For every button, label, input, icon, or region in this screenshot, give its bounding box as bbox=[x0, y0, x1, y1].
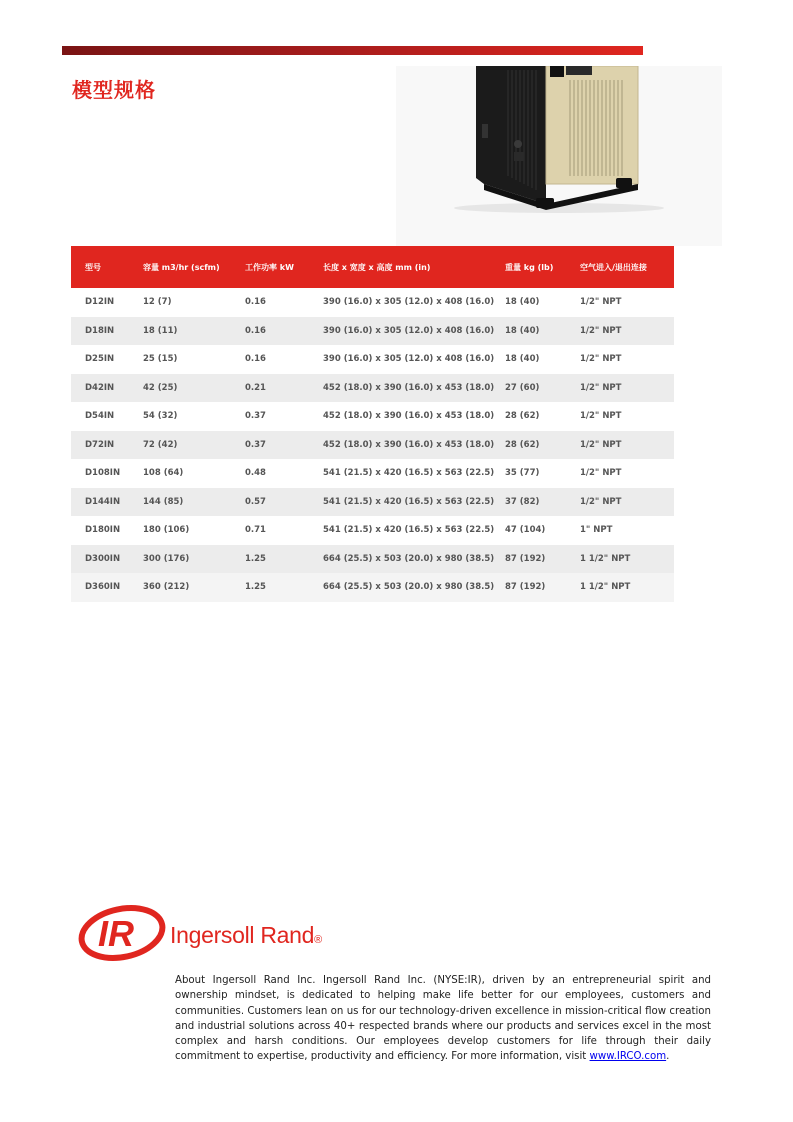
model-cell: D360IN bbox=[85, 582, 121, 593]
table-row bbox=[71, 431, 674, 460]
weight-cell: 47 (104) bbox=[505, 525, 546, 536]
power-cell: 0.16 bbox=[245, 354, 266, 365]
model-cell: D72IN bbox=[85, 439, 115, 450]
model-cell: D300IN bbox=[85, 553, 121, 564]
ingersoll-rand-logo bbox=[76, 902, 356, 964]
dimensions-cell: 452 (18.0) x 390 (16.0) x 453 (18.0) bbox=[323, 439, 495, 450]
column-header: 型号 bbox=[85, 262, 101, 272]
capacity-cell: 72 (42) bbox=[143, 439, 178, 450]
connection-cell: 1/2" NPT bbox=[580, 297, 622, 308]
dimensions-cell: 541 (21.5) x 420 (16.5) x 563 (22.5) bbox=[323, 496, 495, 507]
column-header: 空气进入/退出连接 bbox=[580, 262, 647, 272]
model-cell: D54IN bbox=[85, 411, 115, 422]
power-cell: 1.25 bbox=[245, 553, 266, 564]
capacity-cell: 108 (64) bbox=[143, 468, 184, 479]
capacity-cell: 25 (15) bbox=[143, 354, 178, 365]
dimensions-cell: 390 (16.0) x 305 (12.0) x 408 (16.0) bbox=[323, 325, 495, 336]
table-row bbox=[71, 317, 674, 346]
table-header-row bbox=[71, 246, 674, 288]
power-cell: 0.37 bbox=[245, 411, 266, 422]
power-cell: 0.37 bbox=[245, 439, 266, 450]
connection-cell: 1 1/2" NPT bbox=[580, 553, 631, 564]
dimensions-cell: 541 (21.5) x 420 (16.5) x 563 (22.5) bbox=[323, 468, 495, 479]
power-cell: 0.57 bbox=[245, 496, 266, 507]
about-text: About Ingersoll Rand Inc. Ingersoll Rand Inc. (NYSE:IR), driven by an entrepreneurial spirit and ownership mindset, is dedicated to helping make life better for our employees, customers and communities. Customers lean on us for our technology-driven excellence in mission-critical flow creation and industrial solutions across 40+ respected brands where our products and services excel in the most complex and harsh conditions. Our employees develop customers for life through their daily commitment to expertise, productivity and efficiency. For more information, visit bbox=[175, 975, 711, 1063]
connection-cell: 1/2" NPT bbox=[580, 439, 622, 450]
dimensions-cell: 390 (16.0) x 305 (12.0) x 408 (16.0) bbox=[323, 354, 495, 365]
irco-website-link[interactable]: www.IRCO.com bbox=[589, 1051, 667, 1063]
power-cell: 0.21 bbox=[245, 382, 266, 393]
svg-text:IR: IR bbox=[98, 913, 134, 954]
weight-cell: 87 (192) bbox=[505, 553, 546, 564]
connection-cell: 1" NPT bbox=[580, 525, 613, 536]
logo-wordmark bbox=[170, 922, 322, 949]
capacity-cell: 144 (85) bbox=[143, 496, 184, 507]
table-row bbox=[71, 545, 674, 574]
connection-cell: 1/2" NPT bbox=[580, 382, 622, 393]
dimensions-cell: 452 (18.0) x 390 (16.0) x 453 (18.0) bbox=[323, 382, 495, 393]
dimensions-cell: 390 (16.0) x 305 (12.0) x 408 (16.0) bbox=[323, 297, 495, 308]
power-cell: 0.48 bbox=[245, 468, 266, 479]
table-row bbox=[71, 345, 674, 374]
ir-logo-mark-icon bbox=[76, 902, 172, 964]
model-cell: D25IN bbox=[85, 354, 115, 365]
dryer-unit-illustration bbox=[396, 66, 722, 246]
logo-name: Ingersoll Rand bbox=[170, 922, 315, 948]
power-cell: 0.16 bbox=[245, 325, 266, 336]
column-header: 容量 m3/hr (scfm) bbox=[143, 262, 220, 272]
power-cell: 1.25 bbox=[245, 582, 266, 593]
model-cell: D144IN bbox=[85, 496, 121, 507]
weight-cell: 37 (82) bbox=[505, 496, 540, 507]
table-row bbox=[71, 288, 674, 317]
column-header: 重量 kg (lb) bbox=[505, 262, 554, 272]
capacity-cell: 42 (25) bbox=[143, 382, 178, 393]
table-row bbox=[71, 573, 674, 602]
registered-mark: ® bbox=[314, 934, 322, 946]
weight-cell: 35 (77) bbox=[505, 468, 540, 479]
capacity-cell: 12 (7) bbox=[143, 297, 172, 308]
table-row bbox=[71, 488, 674, 517]
dimensions-cell: 452 (18.0) x 390 (16.0) x 453 (18.0) bbox=[323, 411, 495, 422]
weight-cell: 18 (40) bbox=[505, 354, 540, 365]
connection-cell: 1/2" NPT bbox=[580, 496, 622, 507]
model-cell: D108IN bbox=[85, 468, 121, 479]
column-header: 长度 x 宽度 x 高度 mm (in) bbox=[323, 262, 431, 272]
capacity-cell: 180 (106) bbox=[143, 525, 190, 536]
header-accent-bar bbox=[62, 46, 643, 55]
connection-cell: 1/2" NPT bbox=[580, 468, 622, 479]
capacity-cell: 54 (32) bbox=[143, 411, 178, 422]
model-cell: D42IN bbox=[85, 382, 115, 393]
model-cell: D18IN bbox=[85, 325, 115, 336]
connection-cell: 1/2" NPT bbox=[580, 354, 622, 365]
column-header: 工作功率 kW bbox=[245, 262, 294, 272]
table-row bbox=[71, 459, 674, 488]
model-spec-table bbox=[71, 246, 674, 602]
dimensions-cell: 541 (21.5) x 420 (16.5) x 563 (22.5) bbox=[323, 525, 495, 536]
product-photo bbox=[396, 66, 722, 246]
connection-cell: 1 1/2" NPT bbox=[580, 582, 631, 593]
weight-cell: 28 (62) bbox=[505, 411, 540, 422]
table-row bbox=[71, 374, 674, 403]
about-end: . bbox=[666, 1051, 670, 1063]
table-row bbox=[71, 516, 674, 545]
dimensions-cell: 664 (25.5) x 503 (20.0) x 980 (38.5) bbox=[323, 582, 495, 593]
capacity-cell: 18 (11) bbox=[143, 325, 178, 336]
weight-cell: 27 (60) bbox=[505, 382, 540, 393]
weight-cell: 87 (192) bbox=[505, 582, 546, 593]
capacity-cell: 300 (176) bbox=[143, 553, 190, 564]
dimensions-cell: 664 (25.5) x 503 (20.0) x 980 (38.5) bbox=[323, 553, 495, 564]
connection-cell: 1/2" NPT bbox=[580, 411, 622, 422]
page-title: 模型规格 bbox=[72, 78, 156, 102]
weight-cell: 18 (40) bbox=[505, 325, 540, 336]
table-row bbox=[71, 402, 674, 431]
weight-cell: 28 (62) bbox=[505, 439, 540, 450]
model-cell: D180IN bbox=[85, 525, 121, 536]
model-cell: D12IN bbox=[85, 297, 115, 308]
about-paragraph bbox=[175, 973, 711, 1065]
power-cell: 0.16 bbox=[245, 297, 266, 308]
capacity-cell: 360 (212) bbox=[143, 582, 190, 593]
weight-cell: 18 (40) bbox=[505, 297, 540, 308]
power-cell: 0.71 bbox=[245, 525, 266, 536]
connection-cell: 1/2" NPT bbox=[580, 325, 622, 336]
